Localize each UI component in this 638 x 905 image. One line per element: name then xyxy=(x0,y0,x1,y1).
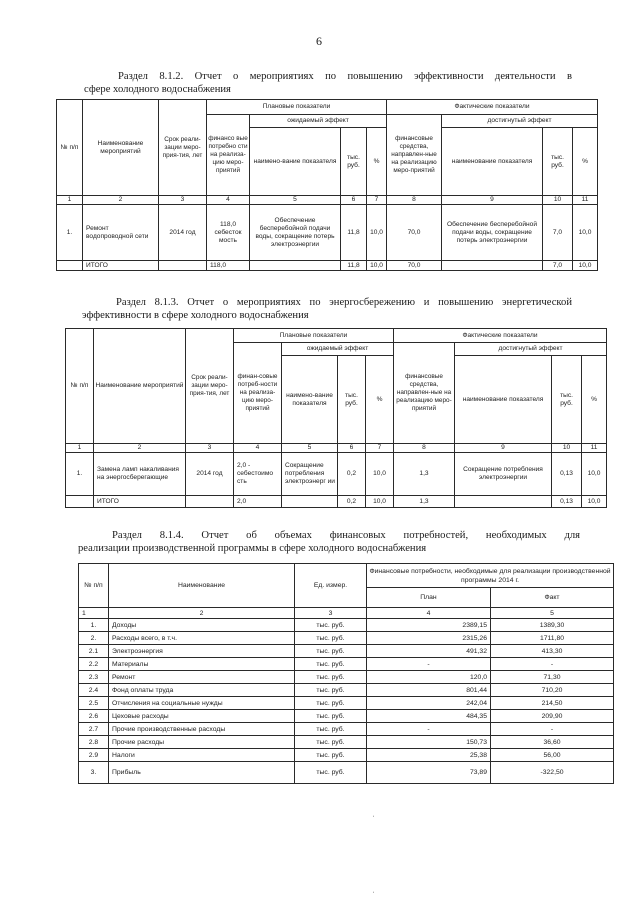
section-812-heading-line1: Раздел 8.1.2. Отчет о мероприятиях по повышению эффективности деятельности в xyxy=(118,71,572,82)
section-812-heading-line2: сфере холодного водоснабжения xyxy=(84,84,231,95)
col-number: 2 xyxy=(109,608,295,619)
header-name: Наименование xyxy=(109,564,295,608)
page-number: 6 xyxy=(316,34,322,48)
section-813-heading xyxy=(82,296,572,322)
row-num: 2.9 xyxy=(79,749,109,762)
row-percent: 10,0 xyxy=(366,453,394,496)
header-fact-indicator: наименование показателя xyxy=(442,128,543,196)
col-number: 5 xyxy=(491,608,614,619)
header-planned: Плановые показатели xyxy=(207,100,387,115)
total-percent: 10,0 xyxy=(367,261,387,271)
header-num: № п/п xyxy=(79,564,109,608)
row-name: Цеховые расходы xyxy=(109,710,295,723)
row-fact: - xyxy=(491,658,614,671)
row-fact-thousand: 0,13 xyxy=(552,453,582,496)
header-percent: % xyxy=(366,356,394,444)
header-term: Срок реали-зации меро-прия-тия, лет xyxy=(159,100,207,196)
col-number: 7 xyxy=(367,196,387,205)
row-plan: 120,0 xyxy=(367,671,491,684)
total-thousand: 11,8 xyxy=(341,261,367,271)
row-num: 2.8 xyxy=(79,736,109,749)
col-number: 4 xyxy=(234,444,282,453)
section-814-heading xyxy=(78,529,580,555)
row-name: Электроэнергия xyxy=(109,645,295,658)
header-indicator: наимено-вание показателя xyxy=(250,128,341,196)
header-expected-effect: ожидаемый эффект xyxy=(250,115,387,128)
col-number: 4 xyxy=(367,608,491,619)
row-plan: 242,04 xyxy=(367,697,491,710)
col-number: 3 xyxy=(159,196,207,205)
header-fact-thousand: тыс. руб. xyxy=(552,356,582,444)
row-plan: 484,35 xyxy=(367,710,491,723)
total-fact-thousand: 0,13 xyxy=(552,496,582,508)
header-achieved-effect: достигнутый эффект xyxy=(455,343,607,356)
row-name: Материалы xyxy=(109,658,295,671)
row-name: Прочие производственные расходы xyxy=(109,723,295,736)
table-row xyxy=(79,671,614,684)
row-fact-indicator: Обеспечение бесперебойной подачи воды, сокращение потерь электроэнергии xyxy=(442,205,543,261)
header-fact-thousand: тыс. руб. xyxy=(543,128,573,196)
row-fact: 214,50 xyxy=(491,697,614,710)
header-name: Наименование мероприятий xyxy=(94,329,186,444)
header-percent: % xyxy=(367,128,387,196)
table-row xyxy=(79,762,614,784)
row-unit: тыс. руб. xyxy=(295,619,367,632)
header-fact-fin: финансовые средства, направлен-ные на реализацию меро-приятий xyxy=(387,115,442,196)
total-fin: 2,0 xyxy=(234,496,282,508)
col-number: 11 xyxy=(582,444,607,453)
row-fin: 118,0 себесток мость xyxy=(207,205,250,261)
row-unit: тыс. руб. xyxy=(295,658,367,671)
row-name: Ремонт водопроводной сети xyxy=(83,205,159,261)
col-number: 9 xyxy=(455,444,552,453)
total-fact-fin: 1,3 xyxy=(394,496,455,508)
row-thousand: 11,8 xyxy=(341,205,367,261)
col-number: 8 xyxy=(387,196,442,205)
row-unit: тыс. руб. xyxy=(295,671,367,684)
section-814-heading-line1: Раздел 8.1.4. Отчет об объемах финансовых потребностей, необходимых для xyxy=(112,530,580,541)
section-813-heading-line1: Раздел 8.1.3. Отчет о мероприятиях по энергосбережению и повышению энергетической xyxy=(116,297,572,308)
header-fact-percent: % xyxy=(582,356,607,444)
table-row xyxy=(79,645,614,658)
table-row xyxy=(79,619,614,632)
total-row xyxy=(57,261,598,271)
header-term: Срок реали-зации меро-прия-тия, лет xyxy=(186,329,234,444)
row-term: 2014 год xyxy=(186,453,234,496)
header-actual: Фактические показатели xyxy=(394,329,607,343)
row-fact-fin: 1,3 xyxy=(394,453,455,496)
row-fact: 209,90 xyxy=(491,710,614,723)
table-row xyxy=(66,453,607,496)
row-fin: 2,0 - себестоимо сть xyxy=(234,453,282,496)
header-thousand: тыс. руб. xyxy=(338,356,366,444)
row-unit: тыс. руб. xyxy=(295,723,367,736)
row-fact-thousand: 7,0 xyxy=(543,205,573,261)
row-fact: - xyxy=(491,723,614,736)
header-fin-needs: Финансовые потребности, необходимые для реализации производственной программы 2014 г. xyxy=(367,564,614,588)
col-number: 1 xyxy=(79,608,109,619)
row-unit: тыс. руб. xyxy=(295,710,367,723)
row-num: 2.3 xyxy=(79,671,109,684)
header-num: № п/п xyxy=(57,100,83,196)
col-number: 7 xyxy=(366,444,394,453)
col-number-row xyxy=(66,444,607,453)
col-number: 10 xyxy=(543,196,573,205)
row-fact: 710,20 xyxy=(491,684,614,697)
col-number: 3 xyxy=(186,444,234,453)
table-row xyxy=(79,632,614,645)
row-name: Прибыль xyxy=(109,762,295,784)
header-expected-effect: ожидаемый эффект xyxy=(282,343,394,356)
header-name: Наименование мероприятий xyxy=(83,100,159,196)
total-row xyxy=(66,496,607,508)
header-fact-percent: % xyxy=(573,128,598,196)
col-number: 1 xyxy=(66,444,94,453)
row-name: Отчисления на социальные нужды xyxy=(109,697,295,710)
row-plan: 2389,15 xyxy=(367,619,491,632)
row-name: Ремонт xyxy=(109,671,295,684)
section-812-heading xyxy=(84,70,572,96)
row-plan: 801,44 xyxy=(367,684,491,697)
col-number: 8 xyxy=(394,444,455,453)
row-fact: 1711,80 xyxy=(491,632,614,645)
table-813 xyxy=(65,328,607,508)
header-thousand: тыс. руб. xyxy=(341,128,367,196)
row-num: 1. xyxy=(79,619,109,632)
header-plan-fin: финансо вые потребно сти на реализа-цию меро-приятий xyxy=(207,115,250,196)
table-row xyxy=(79,749,614,762)
col-number: 5 xyxy=(282,444,338,453)
header-planned: Плановые показатели xyxy=(234,329,394,343)
row-unit: тыс. руб. xyxy=(295,762,367,784)
total-label: ИТОГО xyxy=(94,496,186,508)
row-fact: 1389,30 xyxy=(491,619,614,632)
header-indicator: наимено-вание показателя xyxy=(282,356,338,444)
col-number: 3 xyxy=(295,608,367,619)
row-plan: 491,32 xyxy=(367,645,491,658)
row-thousand: 0,2 xyxy=(338,453,366,496)
table-row xyxy=(79,723,614,736)
row-unit: тыс. руб. xyxy=(295,736,367,749)
col-number: 6 xyxy=(338,444,366,453)
col-number: 1 xyxy=(57,196,83,205)
row-name: Налоги xyxy=(109,749,295,762)
row-term: 2014 год xyxy=(159,205,207,261)
row-name: Замена ламп накаливания на энергосберегающие xyxy=(94,453,186,496)
col-number-row xyxy=(57,196,598,205)
row-num: 2.1 xyxy=(79,645,109,658)
col-number: 5 xyxy=(250,196,341,205)
total-thousand: 0,2 xyxy=(338,496,366,508)
total-fact-fin: 70,0 xyxy=(387,261,442,271)
row-fact: 413,30 xyxy=(491,645,614,658)
col-number: 6 xyxy=(341,196,367,205)
total-fact-percent: 10,0 xyxy=(582,496,607,508)
row-unit: тыс. руб. xyxy=(295,645,367,658)
row-unit: тыс. руб. xyxy=(295,749,367,762)
row-fact-fin: 70,0 xyxy=(387,205,442,261)
section-814-heading-line2: реализации производственной программы в сфере холодного водоснабжения xyxy=(78,543,427,554)
section-813-heading-line2: эффективности в сфере холодного водоснабжения xyxy=(82,310,309,321)
row-name: Расходы всего, в т.ч. xyxy=(109,632,295,645)
row-indicator: Обеспечение бесперебойной подачи воды, сокращение потерь электроэнергии xyxy=(250,205,341,261)
row-num: 2.2 xyxy=(79,658,109,671)
header-fact: Факт xyxy=(491,588,614,608)
col-number: 9 xyxy=(442,196,543,205)
header-actual: Фактические показатели xyxy=(387,100,598,115)
row-num: 3. xyxy=(79,762,109,784)
row-fact: 71,30 xyxy=(491,671,614,684)
scan-speck: ˌ xyxy=(372,808,375,817)
table-row xyxy=(79,684,614,697)
row-num: 1. xyxy=(57,205,83,261)
table-row xyxy=(79,710,614,723)
table-812 xyxy=(56,99,598,271)
row-fact-percent: 10,0 xyxy=(573,205,598,261)
total-label: ИТОГО xyxy=(83,261,159,271)
header-fact-fin: финансовые средства, направлен-ные на реализацию меро-приятий xyxy=(394,343,455,444)
row-name: Фонд оплаты труда xyxy=(109,684,295,697)
total-fact-thousand: 7,0 xyxy=(543,261,573,271)
row-unit: тыс. руб. xyxy=(295,697,367,710)
row-num: 2. xyxy=(79,632,109,645)
col-number: 4 xyxy=(207,196,250,205)
row-indicator: Сокращение потребления электроэнерг ии xyxy=(282,453,338,496)
row-unit: тыс. руб. xyxy=(295,684,367,697)
row-plan: 150,73 xyxy=(367,736,491,749)
total-fact-percent: 10,0 xyxy=(573,261,598,271)
table-row xyxy=(57,205,598,261)
col-number: 11 xyxy=(573,196,598,205)
header-plan: План xyxy=(367,588,491,608)
row-plan: 25,38 xyxy=(367,749,491,762)
row-num: 2.6 xyxy=(79,710,109,723)
table-row xyxy=(79,697,614,710)
total-fin: 118,0 xyxy=(207,261,250,271)
row-percent: 10,0 xyxy=(367,205,387,261)
row-num: 2.7 xyxy=(79,723,109,736)
row-plan: 73,89 xyxy=(367,762,491,784)
row-fact: 36,60 xyxy=(491,736,614,749)
table-row xyxy=(79,736,614,749)
row-fact-percent: 10,0 xyxy=(582,453,607,496)
row-name: Прочие расходы xyxy=(109,736,295,749)
header-fact-indicator: наименование показателя xyxy=(455,356,552,444)
scan-speck: ˌ xyxy=(372,884,375,893)
row-plan: - xyxy=(367,723,491,736)
table-814 xyxy=(78,563,614,784)
row-fact-indicator: Сокращение потребления электроэнергии xyxy=(455,453,552,496)
col-number: 2 xyxy=(83,196,159,205)
row-fact: 56,00 xyxy=(491,749,614,762)
row-num: 1. xyxy=(66,453,94,496)
row-fact: -322,50 xyxy=(491,762,614,784)
row-unit: тыс. руб. xyxy=(295,632,367,645)
col-number: 2 xyxy=(94,444,186,453)
row-plan: - xyxy=(367,658,491,671)
row-name: Доходы xyxy=(109,619,295,632)
row-num: 2.5 xyxy=(79,697,109,710)
header-achieved-effect: достигнутый эффект xyxy=(442,115,598,128)
row-num: 2.4 xyxy=(79,684,109,697)
header-num: № п/п xyxy=(66,329,94,444)
header-unit: Ед. измер. xyxy=(295,564,367,608)
total-percent: 10,0 xyxy=(366,496,394,508)
header-plan-fin: финан-совые потреб-ности на реализа-цию меро-приятий xyxy=(234,343,282,444)
col-number-row xyxy=(79,608,614,619)
table-row xyxy=(79,658,614,671)
row-plan: 2315,26 xyxy=(367,632,491,645)
col-number: 10 xyxy=(552,444,582,453)
